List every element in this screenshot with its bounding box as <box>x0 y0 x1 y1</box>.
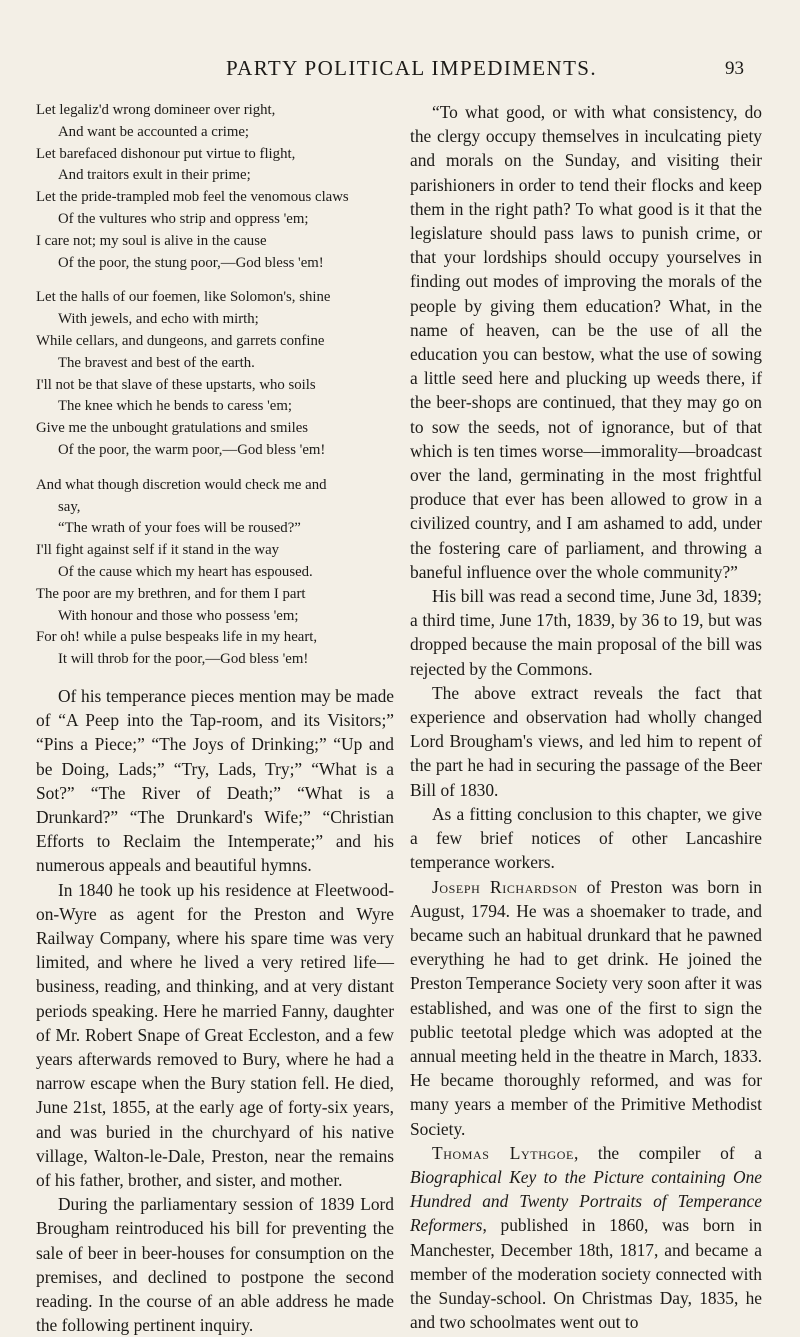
paragraph: In 1840 he took up his residence at Fleetwood-on-Wyre as agent for the Preston and Wyre Railway Company, where his spare time was very limited, and where he lived a very retired life—business, reading, and thinking, and at very distant periods speaking. Here he married Fanny, daughter of Mr. Robert Snape of Great Eccleston, and a few years afterwards removed to Bury, where he had a narrow escape when the Bury station fell. He died, June 21st, 1855, at the early age of forty-six years, and was buried in the churchyard of his native village, Walton-le-Dale, Preston, near the remains of his father, brother, and sister, and mother. <box>36 879 394 1190</box>
poem-line: “The wrath of your foes will be roused?” <box>58 520 301 537</box>
poem-line: While cellars, and dungeons, and garrets confine <box>36 332 325 349</box>
poem-line: And what though discretion would check me and <box>36 476 327 493</box>
poem-line: say, <box>58 498 81 515</box>
poem-line: Let legaliz'd wrong domineer over right, <box>36 102 276 118</box>
poem-line: The bravest and best of the earth. <box>58 354 255 371</box>
paragraph: Of his temperance pieces mention may be made of “A Peep into the Tap-room, and its Visitors;” “Pins a Piece;” “The Joys of Drinking;” “Up and be Doing, Lads;” “Try, Lads, Try;” “What is a Sot?” “The River of Death;” “What is a Drunkard?” “The Drunkard's Wife;” “Christian Efforts to Reclaim the Intemperate;” and his numerous appeals and beautiful hymns. <box>36 685 394 876</box>
poem-line: Of the poor, the stung poor,—God bless 'em! <box>58 254 324 271</box>
poem-line: I'll fight against self if it stand in the way <box>36 542 280 559</box>
person-name: Thomas Lythgoe <box>432 1142 574 1163</box>
poem-line: Of the poor, the warm poor,—God bless 'em! <box>58 441 326 458</box>
biography-text: , the compiler of a <box>573 1142 762 1163</box>
biography-text: , published in 1860, was born in Manchester, December 18th, 1817, and became a member of the moderation society connected with the Sunday-school. On Christmas Day, 1835, he and two schoolmates went out to <box>410 1215 762 1333</box>
brougham-quote: “To what good, or with what consistency, do the clergy occupy themselves in inculcating piety and morals on the Sunday, and visiting their parishioners in order to tend their flocks and keep them in the right path? To what good is it that the legislature should pass laws to punish crime, or that your lordships should occupy yourselves in finding out modes of improving the morals of the people by giving them education? What, in the name of heaven, can be the use of all the education you can bestow, what the use of sowing a little seed here and plucking up weeds there, if the beer-shops are continued, that they may go on to sow the seeds, not of ignorance, but of that which is ten times worse—immorality—broadcast over the land, germinating in the most frightful produce that ever has been allowed to grow in a civilized country, and I am ashamed to add, under the fostering care of parliament, and throwing a baneful influence over the whole community?” <box>410 102 762 582</box>
poem-line: It will throb for the poor,—God bless 'em! <box>58 651 309 668</box>
book-title: Biographical Key to the Picture containing One Hundred and Twenty Portraits of Temperance Reformers <box>410 1166 762 1236</box>
paragraph: During the parliamentary session of 1839 Lord Brougham reintroduced his bill for preventing the sale of beer in beer-houses for consumption on the premises, and declined to postpone the second reading. In the course of an able address he made the following pertinent inquiry. <box>36 1194 394 1336</box>
paragraph: His bill was read a second time, June 3d, 1839; a third time, June 17th, 1839, by 36 to 19, but was dropped because the main proposal of the bill was rejected by the Commons. <box>410 586 762 679</box>
poem-stanza <box>36 100 394 274</box>
poem-line: With jewels, and echo with mirth; <box>58 311 259 328</box>
biography-text: of Preston was born in August, 1794. He was a shoemaker to trade, and became such an habitual drunkard that he pawned everything he had to get drink. He joined the Preston Temperance Society very soon after it was established, and was one of the first to sign the public teetotal pledge which was adopted at the annual meeting held in the theatre in March, 1833. He became thoroughly reformed, and was for many years a member of the Primitive Methodist Society. <box>410 876 762 1139</box>
poem-line: Let barefaced dishonour put virtue to flight, <box>36 145 296 162</box>
poem-line: The poor are my brethren, and for them I part <box>36 585 306 602</box>
right-column <box>410 100 762 1334</box>
paragraph: The above extract reveals the fact that experience and observation had wholly changed Lord Brougham's views, and led him to repent of the part he had in securing the passage of the Beer Bill of 1830. <box>410 682 762 800</box>
poem-line: Let the pride-trampled mob feel the venomous claws <box>36 189 349 206</box>
poem-line: I'll not be that slave of these upstarts, who soils <box>36 376 316 393</box>
poem-line: Give me the unbought gratulations and smiles <box>36 420 309 437</box>
person-name: Joseph Richardson <box>432 876 578 897</box>
running-header <box>0 56 800 86</box>
poem-line: And traitors exult in their prime; <box>58 167 251 184</box>
poem-stanza <box>36 475 394 671</box>
poem-line: For oh! while a pulse bespeaks life in my heart, <box>36 629 318 646</box>
poem-line: Of the vultures who strip and oppress 'em; <box>58 210 309 227</box>
poem-stanza <box>36 287 394 461</box>
poem-line: Let the halls of our foemen, like Solomon's, shine <box>36 289 331 306</box>
poem-line: With honour and those who possess 'em; <box>58 607 299 624</box>
left-column <box>36 100 394 1337</box>
running-title: PARTY POLITICAL IMPEDIMENTS. <box>226 56 598 80</box>
page-number: 93 <box>725 58 744 79</box>
paragraph: As a fitting conclusion to this chapter, we give a few brief notices of other Lancashire temperance workers. <box>410 803 762 873</box>
poem-line: Of the cause which my heart has espoused. <box>58 563 313 580</box>
biography-richardson <box>410 875 762 1141</box>
poem-line: I care not; my soul is alive in the cause <box>36 232 267 249</box>
poem-line: And want be accounted a crime; <box>58 123 250 140</box>
biography-lythgoe <box>410 1141 762 1335</box>
poem-line: The knee which he bends to caress 'em; <box>58 398 292 415</box>
